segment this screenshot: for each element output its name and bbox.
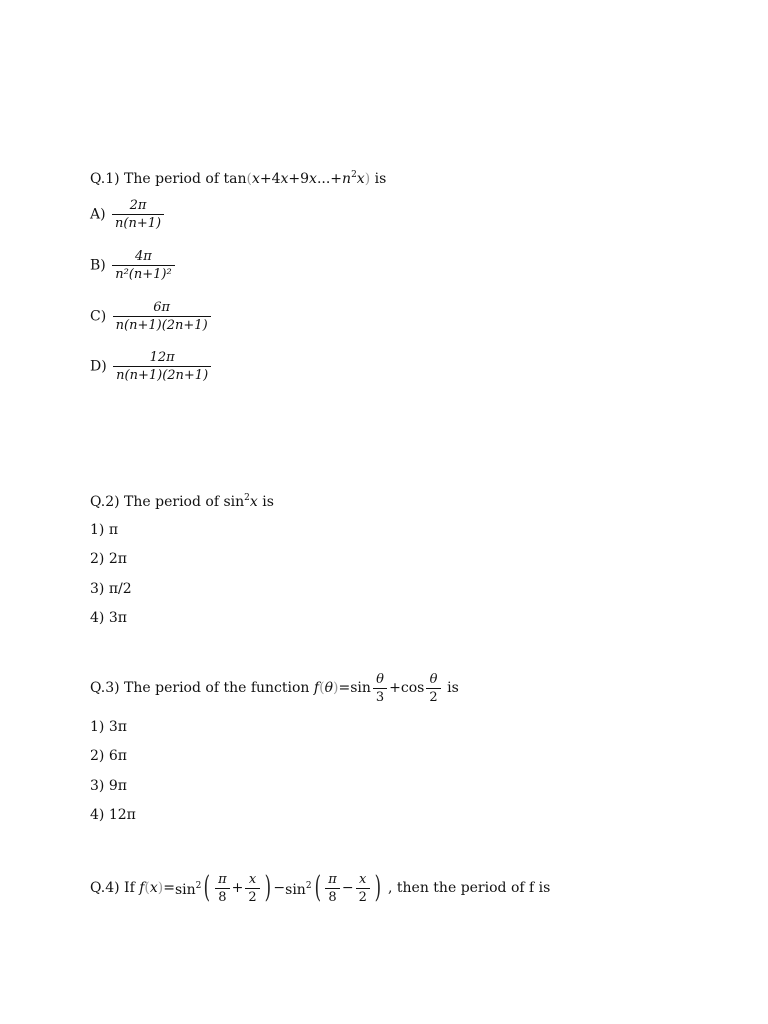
x-over-2-fraction: $\frac{x}{2}$ xyxy=(356,872,370,905)
option-label: A) xyxy=(90,206,106,223)
q1-option-d xyxy=(90,350,213,383)
q2-question xyxy=(90,489,274,511)
fraction-numerator: 2π xyxy=(129,198,147,213)
theta-over-3-fraction: $\frac{\theta}{3}$ xyxy=(373,672,387,705)
fraction-denominator: n(n+1)(2n+1) xyxy=(113,366,211,383)
option-label: D) xyxy=(90,358,107,375)
option-fraction xyxy=(113,350,211,383)
q1-suffix: is xyxy=(374,171,387,187)
q1-question xyxy=(90,166,386,188)
option-fraction xyxy=(112,249,174,282)
fraction-denominator: n(n+1)(2n+1) xyxy=(113,316,211,333)
fraction-numerator: 12π xyxy=(149,350,175,365)
q3-question xyxy=(90,670,459,706)
q3-option-4: 4) 12π xyxy=(90,807,136,823)
q3-expression: f(θ)=sin $\frac{\theta}{3}$ +cos $\frac{\theta}{2}$ xyxy=(314,680,447,696)
fraction-numerator: 6π xyxy=(153,300,171,315)
pi-over-8-fraction: $\frac{\pi}{8}$ xyxy=(215,872,230,905)
q2-option-2: 2) 2π xyxy=(90,551,127,567)
fraction-denominator: n²(n+1)² xyxy=(112,265,174,282)
q2-option-1: 1) π xyxy=(90,522,119,538)
q2-prefix: Q.2) The period of xyxy=(90,494,220,510)
theta-over-2-fraction: $\frac{\theta}{2}$ xyxy=(426,672,440,705)
fraction-denominator: n(n+1) xyxy=(112,214,164,231)
q3-option-2: 2) 6π xyxy=(90,748,127,764)
q1-option-b xyxy=(90,249,177,282)
q1-option-a xyxy=(90,198,166,231)
option-fraction xyxy=(112,198,164,231)
option-fraction xyxy=(113,300,211,333)
q1-option-c xyxy=(90,300,213,333)
q4-expression: $f(x)=\sin^2$( $\frac{\pi}{8}$ + $\frac{x}{2}$ ) $-\sin^2$( $\frac{\pi}{8}$ − $\frac{x}{2}$ ) xyxy=(139,870,381,905)
q3-option-1: 1) 3π xyxy=(90,719,127,735)
q4-question xyxy=(90,867,550,909)
fraction-numerator: 4π xyxy=(135,249,152,264)
q1-prefix: Q.1) The period of xyxy=(90,171,220,187)
option-label: B) xyxy=(90,257,106,274)
q2-expression: $\sin^2x$ xyxy=(223,493,258,510)
q3-option-3: 3) 9π xyxy=(90,778,127,794)
q4-prefix: Q.4) If xyxy=(90,880,135,896)
q2-option-4: 4) 3π xyxy=(90,610,127,626)
q2-option-3: 3) π/2 xyxy=(90,581,132,597)
pi-over-8-fraction: $\frac{\pi}{8}$ xyxy=(325,872,340,905)
x-over-2-fraction: $\frac{x}{2}$ xyxy=(245,872,259,905)
q3-suffix: is xyxy=(447,680,459,696)
option-label: C) xyxy=(90,308,107,325)
q2-suffix: is xyxy=(262,494,274,510)
q3-prefix: Q.3) The period of the function xyxy=(90,680,310,696)
q4-suffix: , then the period of f is xyxy=(388,880,551,896)
q1-expression: $\tan(x+4x+9x...+n^2x)$ xyxy=(223,170,371,187)
